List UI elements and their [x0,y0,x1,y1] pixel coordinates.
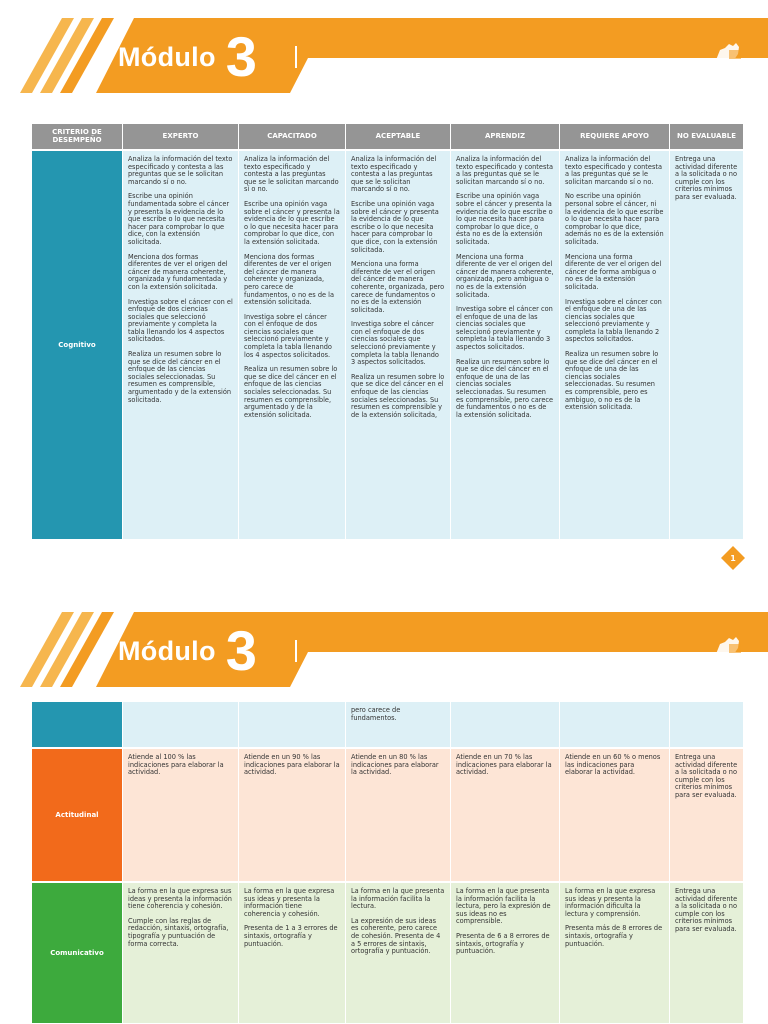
cell-text: Realiza un resumen sobre lo que se dice del cáncer en el enfoque de las ciencias sociales seleccionadas. Su resumen es comprensible, argumentado y de la extensión solicitada. [244,365,338,419]
cell-cognitivo-requiere-apoyo [560,151,670,539]
table-row-cognitivo-continued [32,702,743,747]
cell-text: Realiza un resumen sobre lo que se dice del cáncer en el enfoque de las ciencias sociales seleccionadas. Su resumen es comprensible, argumentado y de la extensión solicitada. [128,350,232,404]
cell-text: Menciona dos formas diferentes de ver el origen del cáncer de manera coherente, organizada y fundamentada y con la extensión solicitada. [128,252,228,291]
cell-continued [123,702,239,747]
cell-text: Analiza la información del texto especificado y contesta a las preguntas que se le solicitan marcando sí o no. [351,155,437,194]
cell-comunicativo-requiere-apoyo [560,883,670,1023]
cell-text: Atiende en un 90 % las indicaciones para elaborar la actividad. [244,753,340,777]
banner-shape [0,18,768,93]
cell-text: La forma en la que presenta la información facilita la lectura. [351,887,445,911]
header-aceptable: ACEPTABLE [346,124,451,149]
table-row-actitudinal [32,749,743,881]
header-requiere-apoyo: REQUIERE APOYO [560,124,670,149]
cell-comunicativo-no-evaluable [670,883,743,1023]
cell-text: La expresión de sus ideas es coherente, pero carece de cohesión. Presenta de 4 a 5 errores de sintaxis, ortografía y puntuación. [351,916,441,956]
cell-text: Entrega una actividad diferente a la solicitada o no cumple con los criterios mínimos para ser evaluada. [675,887,738,933]
banner-shape [0,612,768,687]
header-aprendiz: APRENDIZ [451,124,560,149]
cell-actitudinal-experto [123,749,239,881]
header-divider [295,46,297,68]
cell-text: Escribe una opinión vaga sobre el cáncer y presenta la evidencia de lo que escribe o lo que necesita hacer para comprobar lo que dice, con la extensión solicitada. [244,199,340,246]
header-capacitado: CAPACITADO [239,124,346,149]
cell-text: La forma en la que expresa sus ideas y presenta la información tiene coherencia y cohesión. [244,887,335,918]
cell-text: Investiga sobre el cáncer con el enfoque de dos ciencias sociales que seleccionó previamente y completa la tabla llenando los 4 aspectos solicitados. [244,312,332,359]
cell-text: Atiende al 100 % las indicaciones para elaborar la actividad. [128,753,224,777]
cell-text: Escribe una opinión vaga sobre el cáncer y presenta la evidencia de lo que escribe o lo que necesita hacer para comprobar lo que dice, con la extensión solicitada. [351,199,439,254]
criterion-label-cognitivo: Cognitivo [32,151,123,539]
cell-text: Entrega una actividad diferente a la solicitada o no cumple con los criterios mínimos para ser evaluada. [675,753,738,799]
module-header-2 [0,612,768,687]
cell-text: pero carece de fundamentos. [351,706,401,722]
table-row-comunicativo [32,883,743,1023]
module-title [118,25,257,88]
cell-cognitivo-no-evaluable [670,151,743,539]
cell-text: Presenta de 1 a 3 errores de sintaxis, ortografía y puntuación. [244,924,338,948]
cell-text: Investiga sobre el cáncer con el enfoque de una de las ciencias sociales que seleccionó previamente y completa la tabla llenando 3 aspectos solicitados. [456,305,553,352]
cell-text: Escribe una opinión fundamentada sobre el cáncer y presenta la evidencia de lo que escribe o lo que necesita hacer para comprobar lo que dice, con la extensión solicitada. [128,192,230,246]
table-row-cognitivo [32,151,743,539]
cell-text: La forma en la que expresa sus ideas y presenta la información tiene coherencia y cohesión. [128,887,232,911]
module-word: Módulo [118,41,216,72]
criterion-label-cognitivo-continued [32,702,123,747]
cell-text: Atiende en un 60 % o menos las indicaciones para elaborar la actividad. [565,753,661,777]
criterion-label-actitudinal: Actitudinal [32,749,123,881]
cell-comunicativo-aceptable [346,883,451,1023]
cell-text: Menciona una forma diferente de ver el origen del cáncer de forma ambigua o no es de la extensión solicitada. [565,252,662,291]
cell-text: Analiza la información del texto especificado y contesta a las preguntas que se le solicitan marcando sí o no. [456,155,554,186]
module-header-1 [0,18,768,93]
cell-text: Analiza la información del texto especificado y contesta a las preguntas que se le solicitan marcando sí o no. [565,155,663,186]
cell-text: No escribe una opinión personal sobre el cáncer, ni la evidencia de lo que escribe o lo que necesita hacer para comprobar lo que dice, además no es de la extensión solicitada. [565,192,664,246]
cell-cognitivo-experto [123,151,239,539]
cell-continued [670,702,743,747]
cell-actitudinal-aprendiz [451,749,560,881]
cell-actitudinal-no-evaluable [670,749,743,881]
cell-actitudinal-aceptable [346,749,451,881]
cell-comunicativo-experto [123,883,239,1023]
cell-text: Analiza la información del texto especificado y contesta a las preguntas que se le solicitan marcando sí o no. [244,155,339,194]
hand-logo-icon [712,40,744,70]
cell-text: Investiga sobre el cáncer con el enfoque de una de las ciencias sociales que seleccionó previamente y completa la tabla llenando 2 aspectos solicitados. [565,297,662,344]
rubric-table-1 [32,124,743,539]
cell-text: Presenta más de 8 errores de sintaxis, ortografía y puntuación. [565,924,663,948]
cell-actitudinal-capacitado [239,749,346,881]
table-header-row [32,124,743,149]
cell-cognitivo-aprendiz [451,151,560,539]
module-word: Módulo [118,635,216,666]
cell-text: Menciona dos formas diferentes de ver el origen del cáncer de manera coherente y organizada, pero carece de fundamentos, o no es de la extensión solicitada. [244,252,335,307]
cell-comunicativo-capacitado [239,883,346,1023]
cell-text: Realiza un resumen sobre lo que se dice del cáncer en el enfoque de una de las ciencias sociales seleccionadas. Su resumen es comprensible, pero carece de fundamentos o no es de la extensión solicitada. [456,357,554,419]
cell-continued [560,702,670,747]
cell-continued [239,702,346,747]
page-number-badge [720,545,746,571]
cell-text: Atiende en un 70 % las indicaciones para elaborar la actividad. [456,753,552,777]
cell-text: Investiga sobre el cáncer con el enfoque de dos ciencias sociales que seleccionó previamente y completa la tabla llenando 3 aspectos solicitados. [351,320,439,367]
header-no-evaluable: NO EVALUABLE [670,124,743,149]
module-title [118,619,257,682]
criterion-label-comunicativo: Comunicativo [32,883,123,1023]
cell-text: Analiza la información del texto especificado y contesta a las preguntas que se le solicitan marcando sí o no. [128,155,233,186]
cell-text: La forma en la que presenta la información facilita la lectura, pero la expresión de sus ideas no es comprensible. [456,887,551,926]
cell-text: Realiza un resumen sobre lo que se dice del cáncer en el enfoque de una de las ciencias sociales seleccionadas. Su resumen es comprensible, pero es ambiguo, o no es de la extensión solicitada. [565,350,659,412]
cell-text: Presenta de 6 a 8 errores de sintaxis, ortografía y puntuación. [456,931,550,956]
cell-text: Atiende en un 80 % las indicaciones para elaborar la actividad. [351,753,439,777]
cell-continued-aceptable [346,702,451,747]
cell-actitudinal-requiere-apoyo [560,749,670,881]
cell-text: Investiga sobre el cáncer con el enfoque de dos ciencias sociales que seleccionó previamente y completa la tabla llenando los 4 aspectos solicitados. [128,297,233,344]
page-number: 1 [730,553,736,563]
hand-logo-icon [712,634,744,664]
cell-cognitivo-aceptable [346,151,451,539]
cell-text: Menciona una forma diferente de ver el origen del cáncer de manera coherente, organizada, pero carece de fundamentos o no es de la extensión solicitada. [351,260,445,314]
module-number: 3 [225,619,257,682]
cell-text: Realiza un resumen sobre lo que se dice del cáncer en el enfoque de las ciencias sociales seleccionadas. Su resumen es comprensible y de la extensión solicitada, [351,372,445,419]
cell-comunicativo-aprendiz [451,883,560,1023]
module-number: 3 [225,25,257,88]
cell-text: La forma en la que expresa sus ideas y presenta la información dificulta la lectura y comprensión. [565,887,656,918]
cell-text: Escribe una opinión vaga sobre el cáncer y presenta la evidencia de lo que escribe o lo que necesita hacer para comprobar lo que dice, o ésta no es de la extensión solicitada. [456,192,553,246]
rubric-table-2 [32,702,743,1023]
cell-continued [451,702,560,747]
header-divider [295,640,297,662]
cell-text: Entrega una actividad diferente a la solicitada o no cumple con los criterios mínimos para ser evaluada. [675,155,738,201]
header-experto: EXPERTO [123,124,239,149]
cell-text: Cumple con las reglas de redacción, sintaxis, ortografía, tipografía y puntuación de forma correcta. [128,916,229,948]
header-criterio: CRITERIO DE DESEMPEÑO [32,124,123,149]
cell-text: Menciona una forma diferente de ver el origen del cáncer de manera coherente, organizada, pero ambigua o no es de la extensión solicitada. [456,252,554,299]
cell-cognitivo-capacitado [239,151,346,539]
